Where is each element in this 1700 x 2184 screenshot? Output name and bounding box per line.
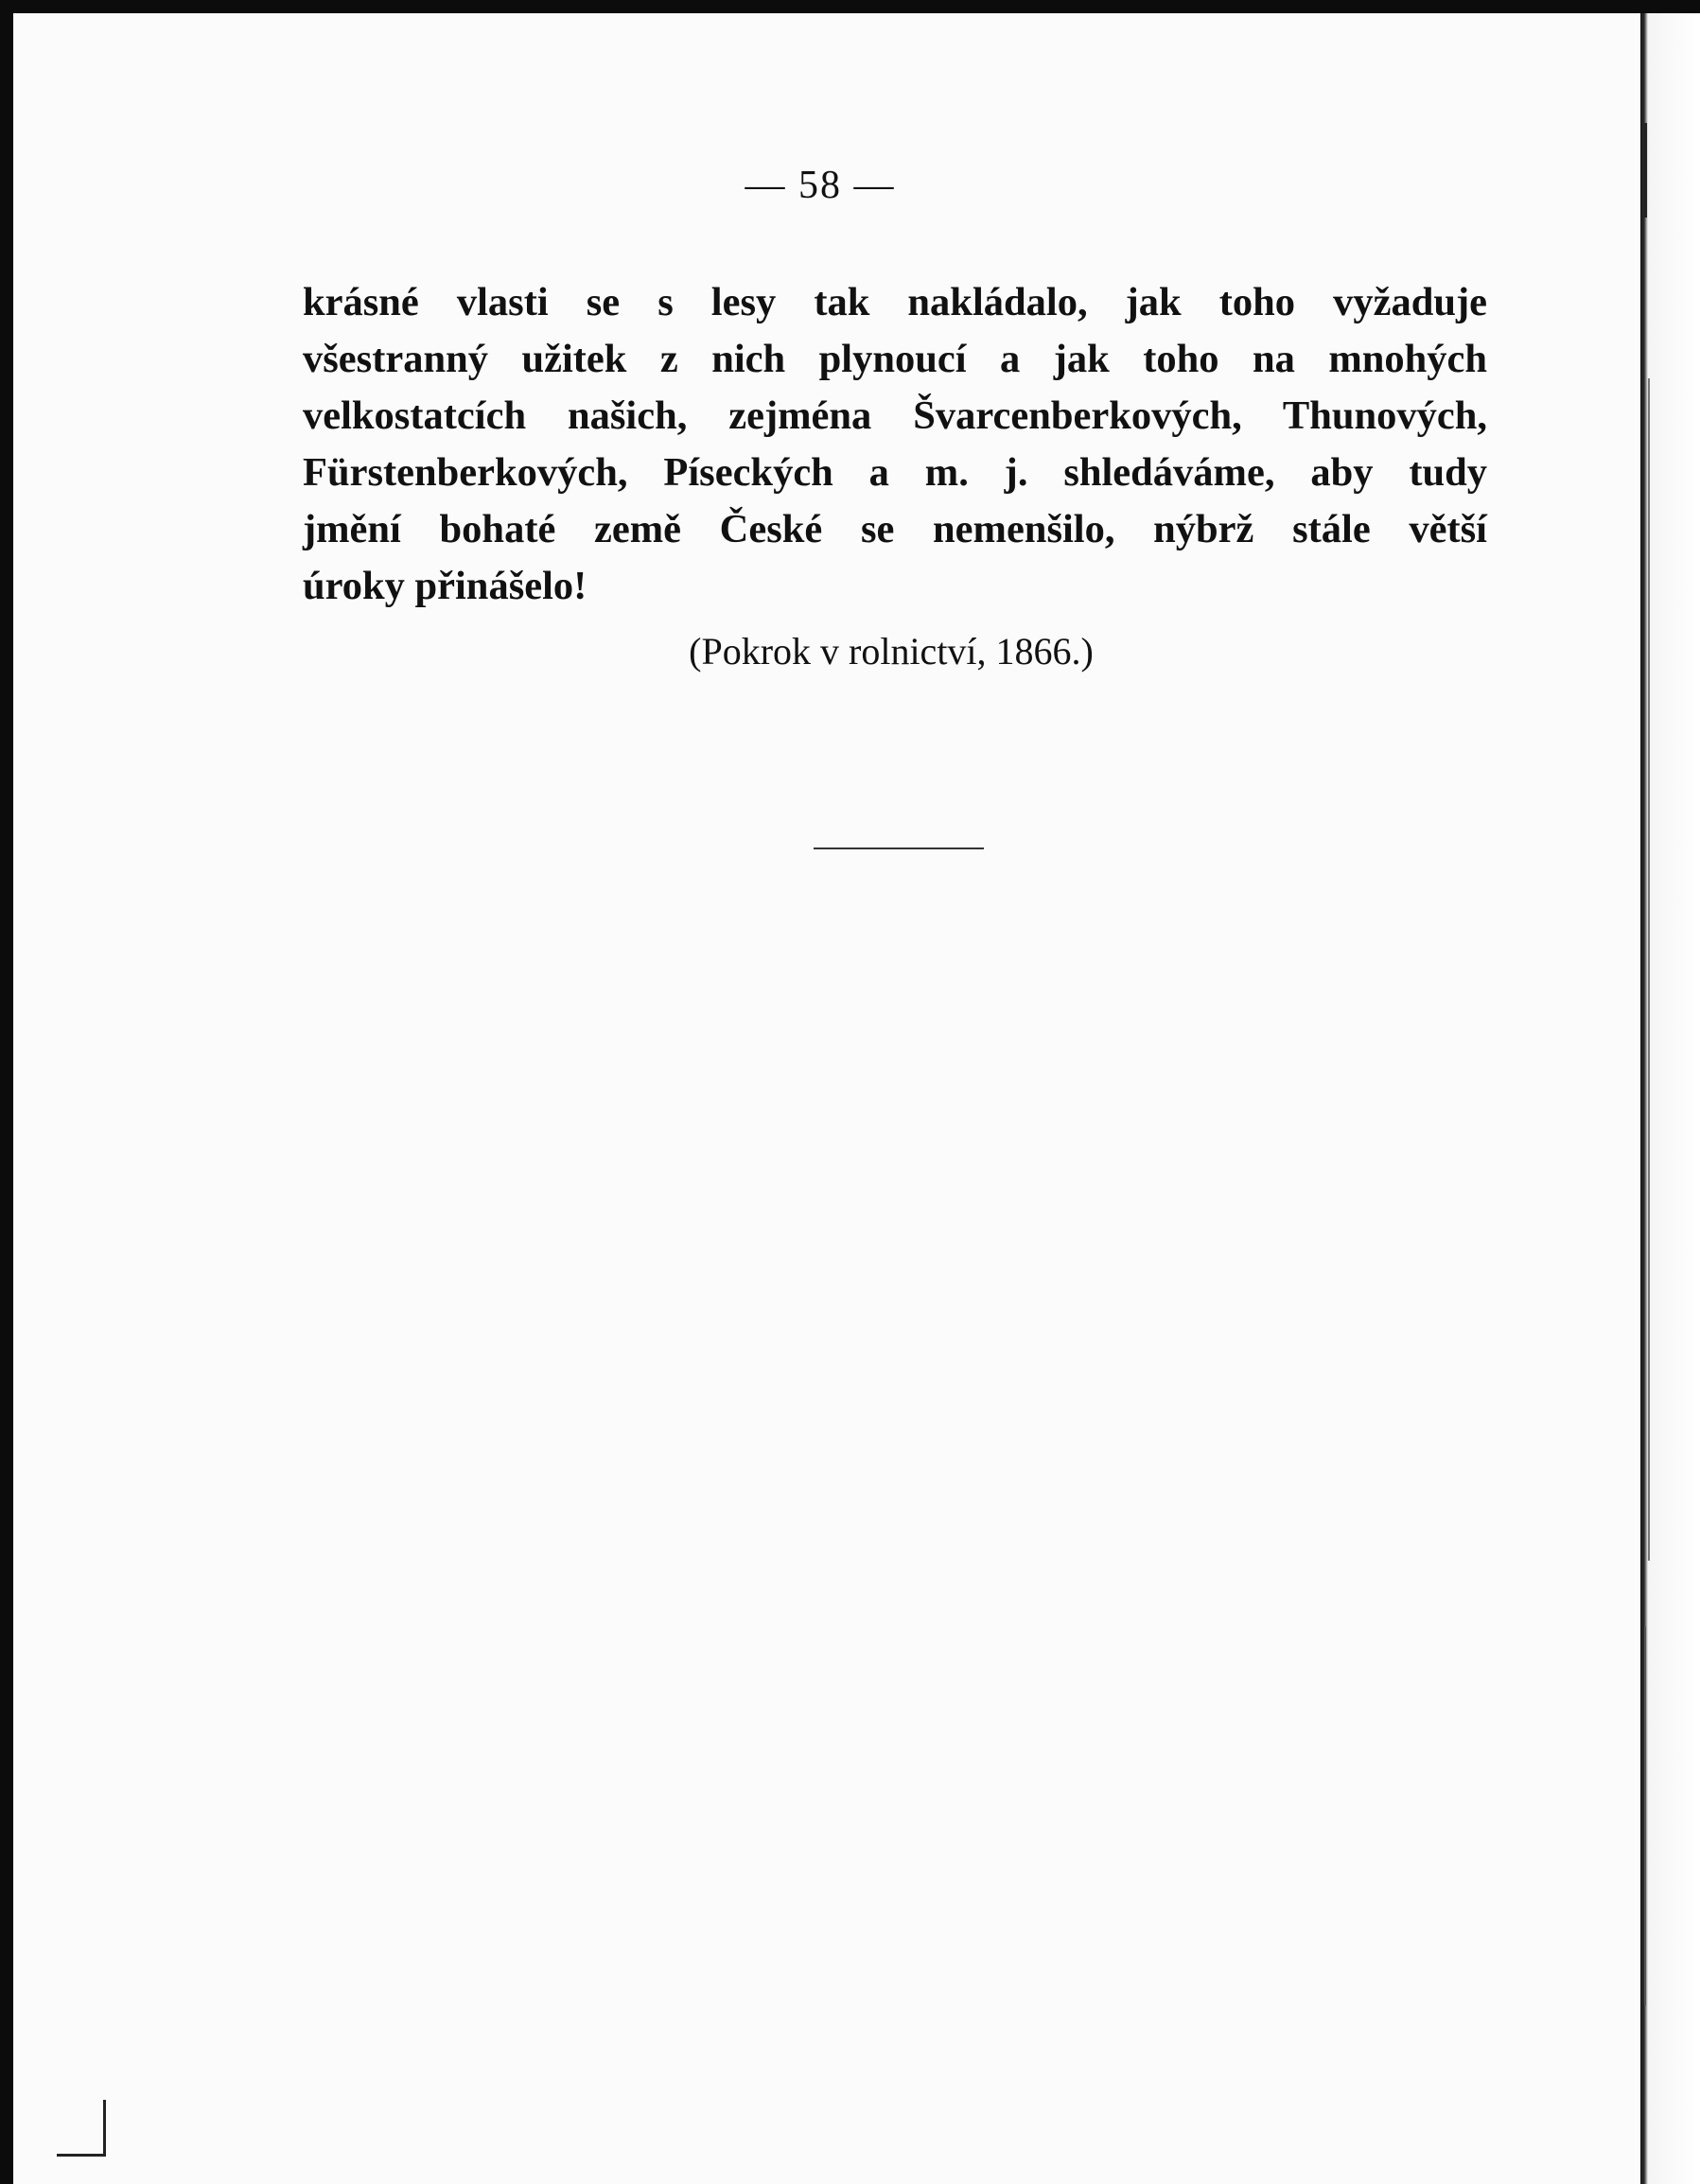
text-line: Fürstenberkových, Píseckých a m. j. shledáváme, aby tudy — [303, 450, 1487, 495]
text-line: krásné vlasti se s lesy tak nakládalo, jak toho vyžaduje — [303, 280, 1487, 324]
text-line: úroky přinášelo! — [303, 564, 587, 608]
text-line: jmění bohaté země České se nemenšilo, nýbrž stále větší — [303, 507, 1487, 551]
page-number: — 58 — — [745, 164, 896, 207]
scan-corner-mark — [57, 2100, 106, 2157]
text-line: všestranný užitek z nich plynoucí a jak toho na mnohých — [303, 337, 1487, 381]
gutter-shadow-line — [1644, 123, 1647, 218]
gutter-shadow-line — [1644, 1627, 1646, 2005]
end-rule — [814, 847, 984, 849]
gutter-shadow-line — [1648, 378, 1650, 1561]
text-line: velkostatcích našich, zejména Švarcenberkových, Thunových, — [303, 393, 1487, 438]
body-paragraph — [303, 274, 1487, 615]
source-citation: (Pokrok v rolnictví, 1866.) — [689, 630, 1094, 673]
